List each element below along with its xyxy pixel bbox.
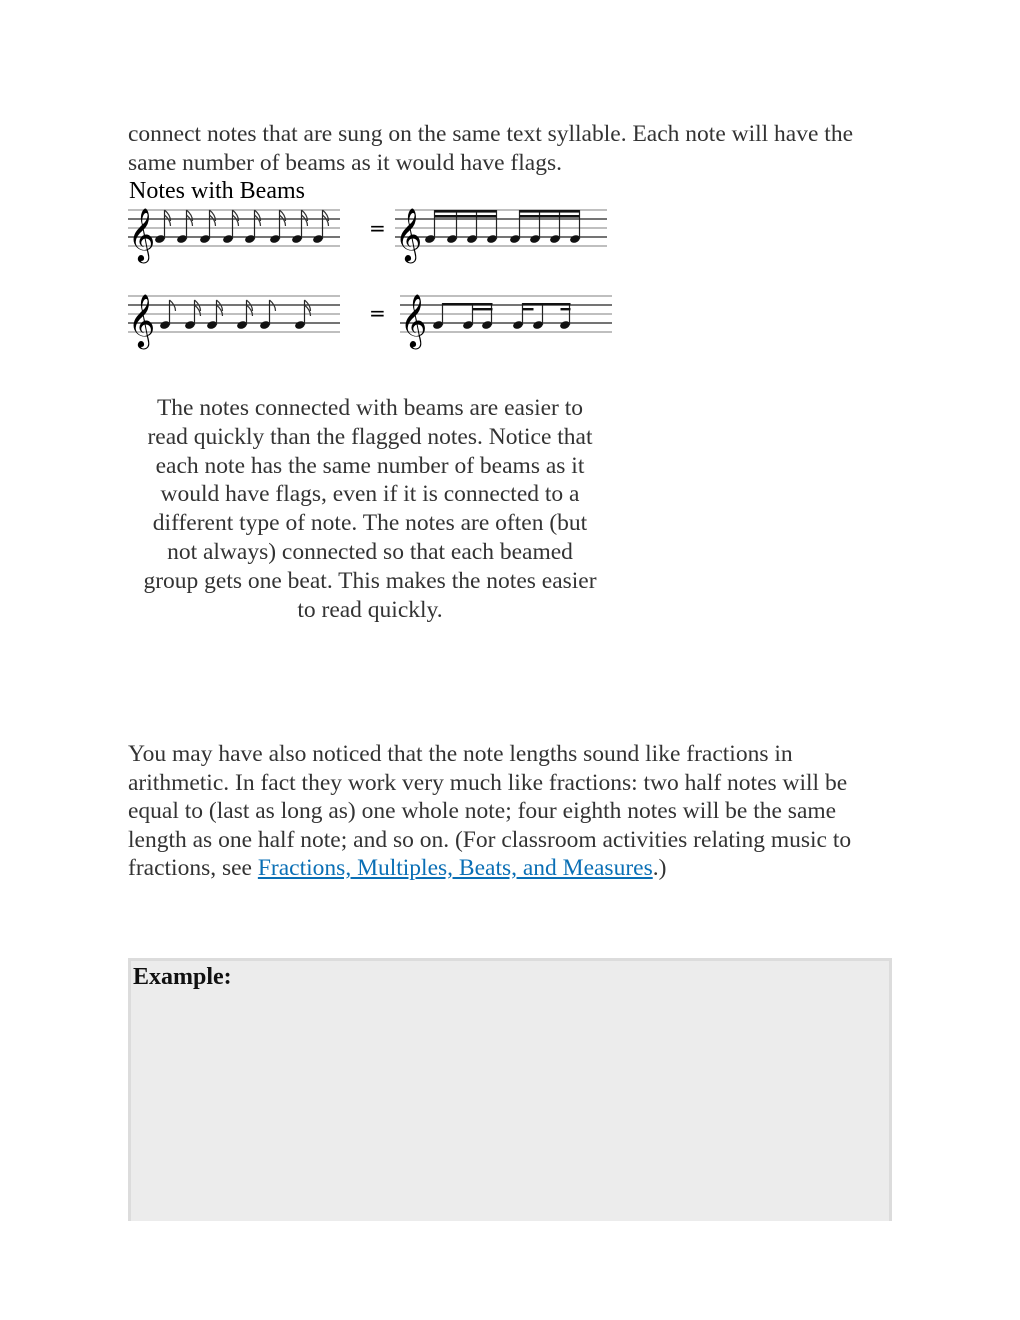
beam: [443, 303, 493, 305]
equals-sign-2: =: [369, 301, 386, 325]
treble-clef-icon: 𝄞: [395, 207, 423, 261]
figure-heading: Notes with Beams: [129, 178, 305, 204]
treble-clef-icon: 𝄞: [128, 293, 156, 347]
beam: [520, 210, 580, 213]
beam: [520, 215, 580, 218]
beam: [435, 210, 497, 213]
beam: [523, 303, 571, 305]
intro-paragraph: connect notes that are sung on the same text syllable. Each note will have the same number of beams as it would have flags.: [128, 121, 854, 176]
figure-caption: The notes connected with beams are easier to read quickly than the flagged notes. Notice that each note has the same number of beams as it would have flags, even if it is connected to a different type of note. The notes are often (but not always) connected so that each beamed group gets one beat. This makes the notes easier to read quickly.: [143, 395, 597, 623]
example-label: Example:: [133, 964, 232, 990]
equals-sign-1: =: [369, 216, 386, 240]
fractions-paragraph: [128, 740, 888, 883]
para-text: You may have also noticed that the note lengths sound like fractions in arithmetic. In fact they work very much like fractions: two half notes will be equal to (last as long as) one whole note; four eighth notes will be the same length as one half note; and so on. (For classroom activities relating music to fractions, see: [128, 741, 852, 881]
beam: [473, 308, 493, 310]
fractions-link[interactable]: Fractions, Multiples, Beats, and Measures: [257, 855, 653, 881]
beam-stub: [523, 308, 534, 310]
treble-clef-icon: 𝄞: [128, 207, 156, 261]
example-box: [128, 958, 892, 1221]
beam: [435, 215, 497, 218]
beam-stub: [561, 308, 571, 310]
para-text-end: .): [652, 855, 667, 881]
beams-notation-figure: [120, 198, 620, 353]
treble-clef-icon: 𝄞: [400, 293, 428, 347]
